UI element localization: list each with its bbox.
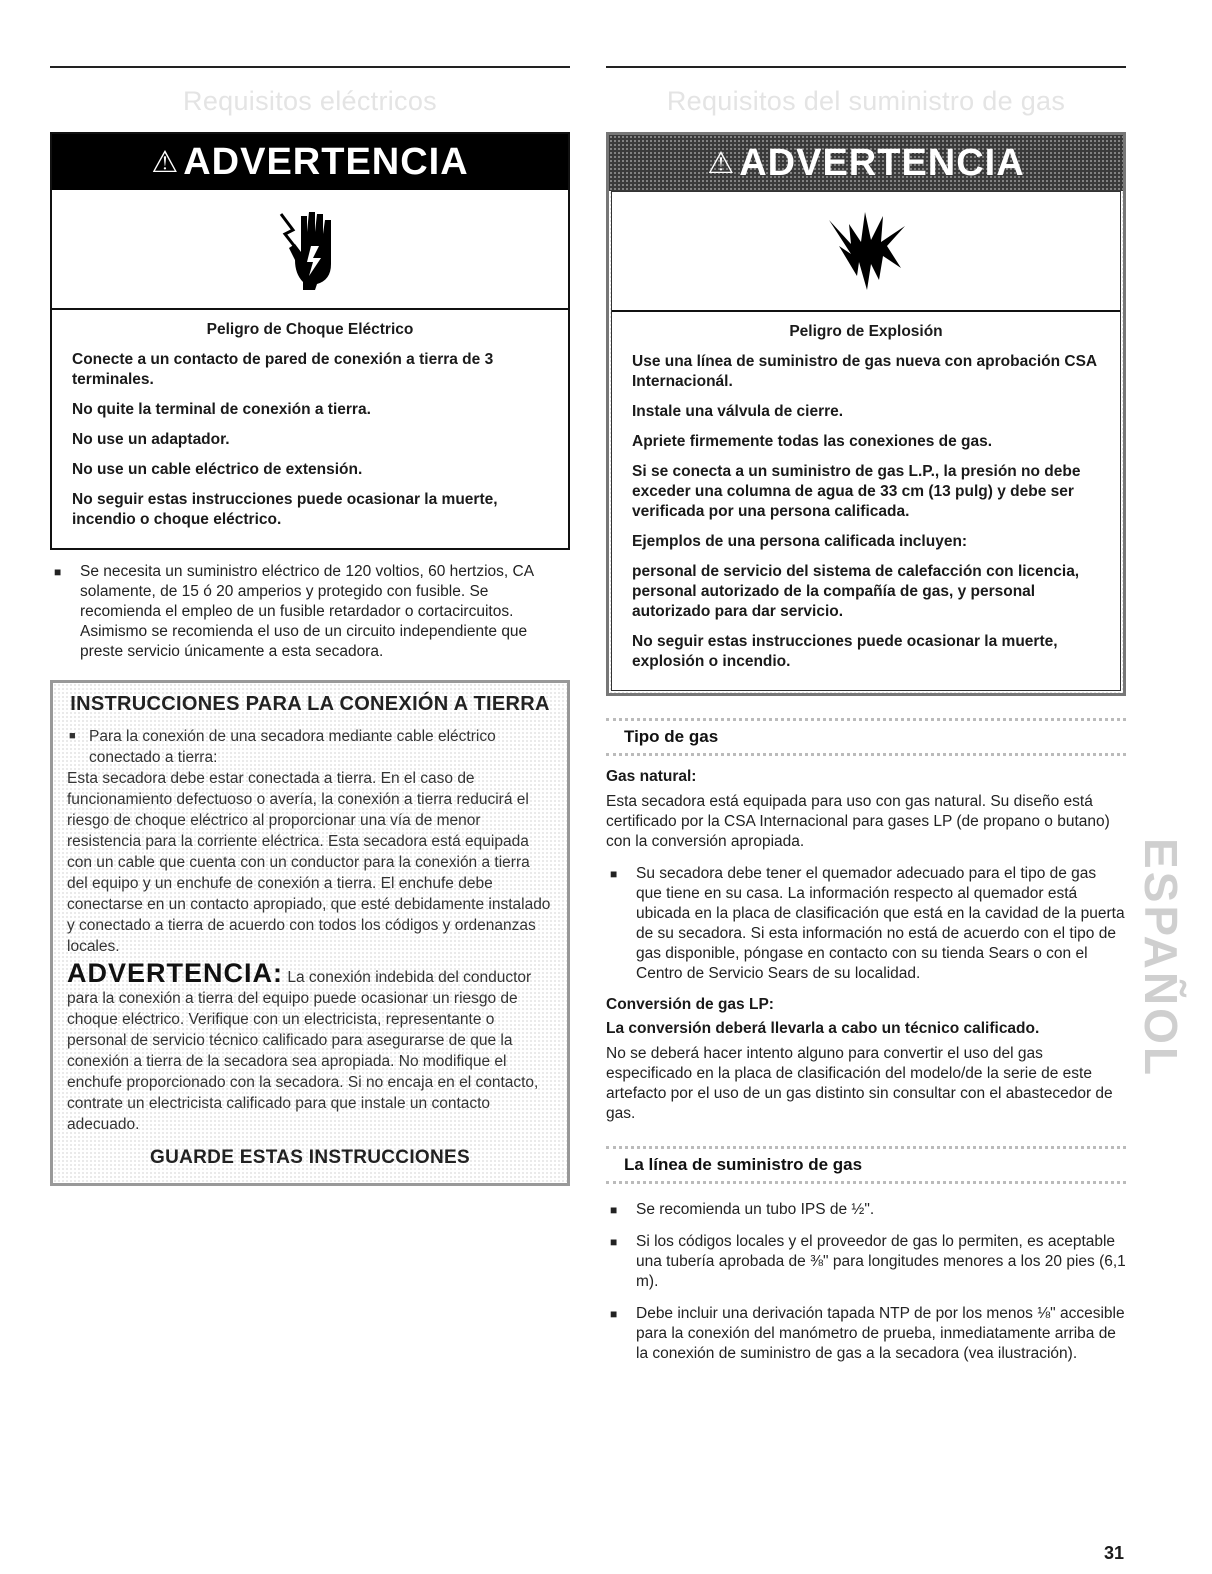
section-title-electrical: Requisitos eléctricos [183,86,437,116]
language-side-tab: ESPAÑOL [1135,838,1188,1078]
divider [50,66,570,68]
list-item: ■ Su secadora debe tener el quemador adecuado para el tipo de gas que tiene en su casa. La información respecto al quemador está ubicada en la placa de clasificación que está en la cavidad de la puerta de su secadora. Si esta información no está de acuerdo con el tipo de gas disponible, póngase en contacto con su tienda Sears o con el Centro de Servicio Sears de su localidad. [606,864,1126,984]
gas-type-heading: Tipo de gas [606,718,1126,756]
right-column [606,66,1126,1376]
list-item: ■ Debe incluir una derivación tapada NTP de por los menos ⅛" accesible para la conexión del manómetro de prueba, inmediatamente arriba de la conexión de suministro de gas a la secadora (vea ilustración). [606,1304,1126,1364]
hazard-title: Peligro de Explosión [789,323,943,340]
list-item: ■ Si los códigos locales y el proveedor de gas lo permiten, es aceptable una tubería aprobada de ⅜" para longitudes menores a los 20 pies (6,1 m). [606,1232,1126,1292]
explosion-icon [821,206,911,296]
grounding-title: INSTRUCCIONES PARA LA CONEXIÓN A TIERRA [70,693,550,715]
left-column [50,66,570,1186]
lp-conversion-label: Conversión de gas LP: [606,996,774,1013]
lp-conversion-text: No se deberá hacer intento alguno para convertir el uso del gas especificado en la placa de clasificación del modelo/de la serie de este artefacto por el uso de un gas distinto sin consultar con el abastecedor de gas. [606,1045,1113,1122]
warning-header: ⚠ ADVERTENCIA [52,134,568,190]
grounding-warning-word: ADVERTENCIA: [67,958,284,988]
warning-line: personal de servicio del sistema de calefacción con licencia, personal autorizado de la compañía de gas, y personal autorizado para dar servicio. [632,563,1080,620]
electrical-warning-box [50,132,570,550]
supply-line-heading: La línea de suministro de gas [606,1146,1126,1184]
lp-conversion-bold: La conversión deberá llevarla a cabo un técnico calificado. [606,1020,1040,1037]
electric-shock-hand-icon [275,204,345,294]
list-item: ■ Para la conexión de una secadora mediante cable eléctrico conectado a tierra: [67,726,553,768]
warning-line: Use una línea de suministro de gas nueva con aprobación CSA Internacionál. [632,353,1097,390]
warning-line: Ejemplos de una persona calificada incluyen: [632,533,968,550]
warning-header: ⚠ ADVERTENCIA [609,135,1123,191]
natural-gas-label: Gas natural: [606,768,697,785]
natural-gas-text: Esta secadora está equipada para uso con gas natural. Su diseño está certificado por la CSA Internacional para gases LP (de propano o butano) con la conversión apropiada. [606,793,1110,850]
electrical-bullets [50,562,570,662]
warning-line: Conecte a un contacto de pared de conexión a tierra de 3 terminales. [72,351,494,388]
list-item: ■ Se recomienda un tubo IPS de ½". [606,1200,1126,1220]
warning-triangle-icon: ⚠ [707,147,736,180]
supply-line-bullets [606,1200,1126,1364]
page-number: 31 [1104,1543,1125,1563]
warning-line: No seguir estas instrucciones puede ocasionar la muerte, incendio o choque eléctrico. [72,491,498,528]
warning-line: No use un adaptador. [72,431,230,448]
grounding-paragraph: Esta secadora debe estar conectada a tierra. En el caso de funcionamiento defectuoso o avería, la conexión a tierra reducirá el riesgo de choque eléctrico al proporcionar una vía de menor resistencia para la corriente eléctrica. Esta secadora está equipada con un cable que cuenta con un conductor para la conexión a tierra del equipo y un enchufe de conexión a tierra. El enchufe debe conectarse en un contacto apropiado, que esté debidamente instalado y conectado a tierra de acuerdo con todos los códigos y ordenanzas locales. [67,770,551,955]
hazard-title: Peligro de Choque Eléctrico [206,321,414,338]
section-title-gas: Requisitos del suministro de gas [666,86,1066,116]
divider [606,66,1126,68]
save-instructions-footer: GUARDE ESTAS INSTRUCCIONES [150,1147,470,1168]
grounding-warning-text: La conexión indebida del conductor para la conexión a tierra del equipo puede ocasionar un riesgo de choque eléctrico. Verifique con un electricista, representante o personal de servicio técnico calificado para asegurarse de que la conexión a tierra de la secadora sea apropiada. No modifique el enchufe proporcionado con la secadora. Si no encaja en el contacto, contrate un electricista calificado para que instale un contacto adecuado. [67,969,539,1133]
grounding-instructions-box [50,680,570,1186]
warning-line: Si se conecta a un suministro de gas L.P., la presión no debe exceder una columna de agua de 33 cm (13 pulg) y debe ser verificada por una persona calificada. [632,463,1081,520]
gas-warning-box [606,132,1126,696]
warning-triangle-icon: ⚠ [151,146,180,179]
list-item: ■ Se necesita un suministro eléctrico de 120 voltios, 60 hertzios, CA solamente, de 15 ó 20 amperios y protegido con fusible. Se recomienda el empleo de un fusible retardador o cortacircuitos. Asimismo se recomienda el uso de un circuito independiente que preste servicio únicamente a esta secadora. [50,562,570,662]
warning-line: No use un cable eléctrico de extensión. [72,461,363,478]
warning-line: Apriete firmemente todas las conexiones de gas. [632,433,993,450]
warning-line: Instale una válvula de cierre. [632,403,844,420]
warning-line: No seguir estas instrucciones puede ocasionar la muerte, explosión o incendio. [632,633,1058,670]
warning-line: No quite la terminal de conexión a tierra. [72,401,371,418]
